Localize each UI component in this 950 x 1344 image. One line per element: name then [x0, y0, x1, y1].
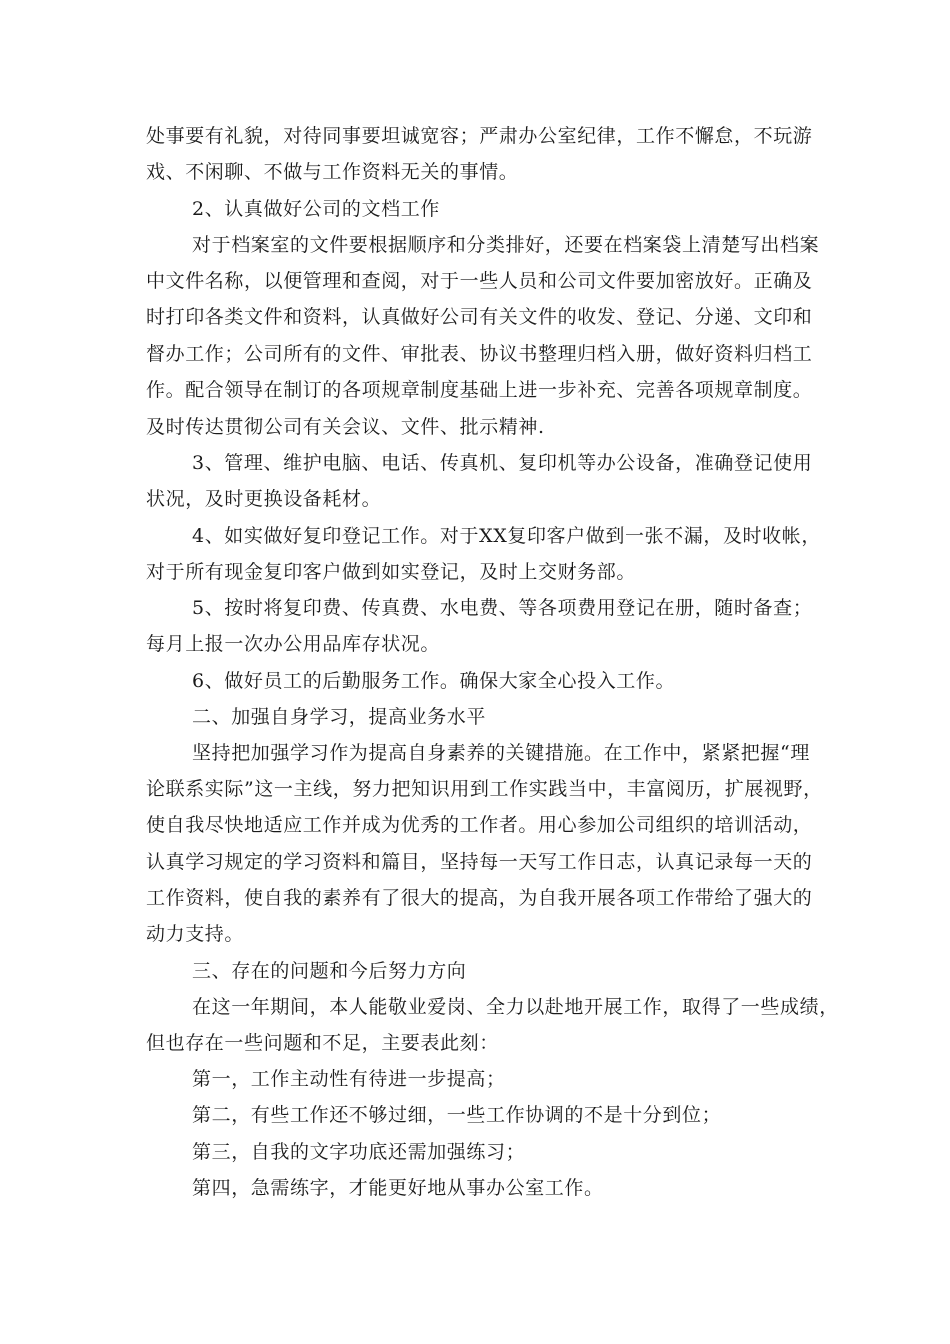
paragraph-line: 及时传达贯彻公司有关会议、文件、批示精神.: [146, 416, 545, 438]
paragraph-line: 6、做好员工的后勤服务工作。确保大家全心投入工作。: [192, 670, 676, 692]
paragraph-line: 督办工作；公司所有的文件、审批表、协议书整理归档入册，做好资料归档工: [146, 343, 813, 365]
list-item: 第三，自我的文字功底还需加强练习；: [192, 1141, 526, 1163]
paragraph-line: 认真学习规定的学习资料和篇目，坚持每一天写工作日志，认真记录每一天的: [146, 851, 813, 873]
paragraph-line: 坚持把加强学习作为提高自身素养的关键措施。在工作中，紧紧把握“理: [192, 742, 810, 764]
section-heading: 三、存在的问题和今后努力方向: [192, 960, 467, 982]
paragraph-line: 在这一年期间，本人能敬业爱岗、全力以赴地开展工作，取得了一些成绩，: [192, 996, 839, 1018]
section-heading: 2、认真做好公司的文档工作: [192, 198, 440, 220]
paragraph-line: 状况，及时更换设备耗材。: [146, 488, 382, 510]
section-heading: 二、加强自身学习，提高业务水平: [192, 706, 487, 728]
paragraph-line: 戏、不闲聊、不做与工作资料无关的事情。: [146, 161, 519, 183]
list-item: 第一，工作主动性有待进一步提高；: [192, 1068, 506, 1090]
list-item: 第二，有些工作还不够过细，一些工作协调的不是十分到位；: [192, 1104, 722, 1126]
paragraph-line: 作。配合领导在制订的各项规章制度基础上进一步补充、完善各项规章制度。: [146, 379, 813, 401]
paragraph-line: 处事要有礼貌，对待同事要坦诚宽容；严肃办公室纪律，工作不懈怠，不玩游: [146, 125, 813, 147]
paragraph-line: 4、如实做好复印登记工作。对于XX复印客户做到一张不漏，及时收帐，: [192, 525, 821, 547]
paragraph-line: 论联系实际”这一主线，努力把知识用到工作实践当中，丰富阅历，扩展视野，: [146, 778, 823, 800]
paragraph-line: 时打印各类文件和资料，认真做好公司有关文件的收发、登记、分递、文印和: [146, 306, 813, 328]
paragraph-line: 对于档案室的文件要根据顺序和分类排好，还要在档案袋上清楚写出档案: [192, 234, 820, 256]
paragraph-line: 5、按时将复印费、传真费、水电费、等各项费用登记在册，随时备查；: [192, 597, 813, 619]
paragraph-line: 3、管理、维护电脑、电话、传真机、复印机等办公设备，准确登记使用: [192, 452, 813, 474]
paragraph-line: 每月上报一次办公用品库存状况。: [146, 633, 441, 655]
list-item: 第四，急需练字，才能更好地从事办公室工作。: [192, 1177, 604, 1199]
paragraph-line: 使自我尽快地适应工作并成为优秀的工作者。用心参加公司组织的培训活动，: [146, 814, 813, 836]
paragraph-line: 工作资料，使自我的素养有了很大的提高，为自我开展各项工作带给了强大的: [146, 887, 813, 909]
paragraph-line: 中文件名称，以便管理和查阅，对于一些人员和公司文件要加密放好。正确及: [146, 270, 813, 292]
paragraph-line: 但也存在一些问题和不足，主要表此刻：: [146, 1032, 499, 1054]
paragraph-line: 动力支持。: [146, 923, 245, 945]
paragraph-line: 对于所有现金复印客户做到如实登记，及时上交财务部。: [146, 561, 637, 583]
